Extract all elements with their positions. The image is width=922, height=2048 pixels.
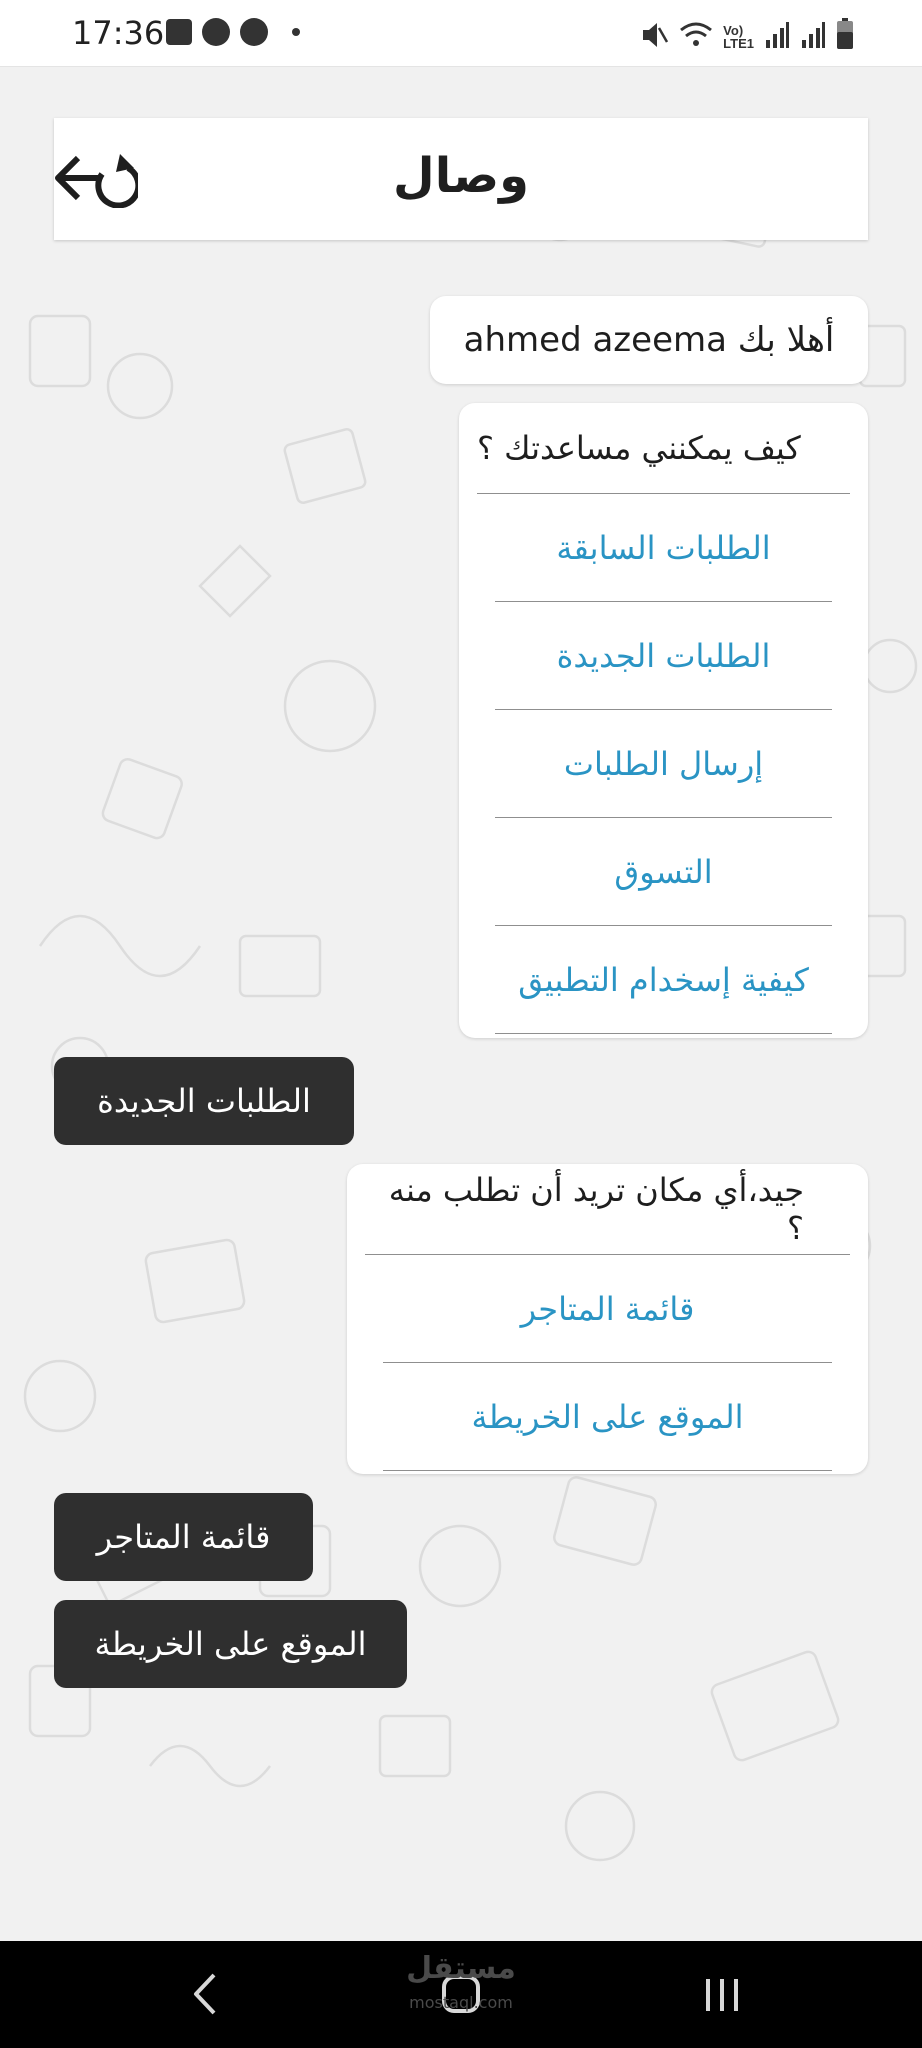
user-reply-new-orders[interactable]: الطلبات الجديدة	[54, 1057, 354, 1145]
help-menu-title: كيف يمكنني مساعدتك ؟	[477, 403, 850, 494]
option-new-orders[interactable]: الطلبات الجديدة	[495, 602, 832, 710]
option-map-location[interactable]: الموقع على الخريطة	[383, 1363, 832, 1471]
mute-icon	[639, 20, 669, 50]
option-previous-orders[interactable]: الطلبات السابقة	[495, 494, 832, 602]
signal-icon	[764, 20, 790, 50]
wifi-icon	[679, 20, 713, 50]
option-shopping[interactable]: التسوق	[495, 818, 832, 926]
watermark: مستقل	[406, 1951, 516, 1986]
battery-icon	[836, 18, 854, 50]
network-label: LTE1	[723, 36, 754, 51]
app-bar	[54, 118, 868, 240]
volte-icon: Vo) LTE1	[723, 23, 754, 51]
user-reply-map-location[interactable]: الموقع على الخريطة	[54, 1600, 407, 1688]
gallery-icon	[166, 19, 192, 45]
help-menu-bubble	[459, 403, 868, 1038]
option-send-orders[interactable]: إرسال الطلبات	[495, 710, 832, 818]
navigation-bar	[0, 1941, 922, 2048]
notification-icon	[240, 18, 268, 46]
signal-icon	[800, 20, 826, 50]
user-reply-store-list[interactable]: قائمة المتاجر	[54, 1493, 313, 1581]
message-icon	[202, 18, 230, 46]
option-store-list[interactable]: قائمة المتاجر	[383, 1255, 832, 1363]
status-time: 17:36	[72, 14, 165, 52]
greeting-bubble: أهلا بك ahmed azeema	[430, 296, 868, 384]
app-title: وصال	[393, 148, 529, 204]
status-bar	[0, 0, 922, 67]
dot-icon	[292, 28, 300, 36]
watermark-sub: mostaql.com	[409, 1993, 513, 2012]
location-menu-title: جيد،أي مكان تريد أن تطلب منه ؟	[365, 1164, 850, 1255]
option-how-to-use[interactable]: كيفية إسخدام التطبيق	[495, 926, 832, 1034]
location-menu-bubble	[347, 1164, 868, 1474]
